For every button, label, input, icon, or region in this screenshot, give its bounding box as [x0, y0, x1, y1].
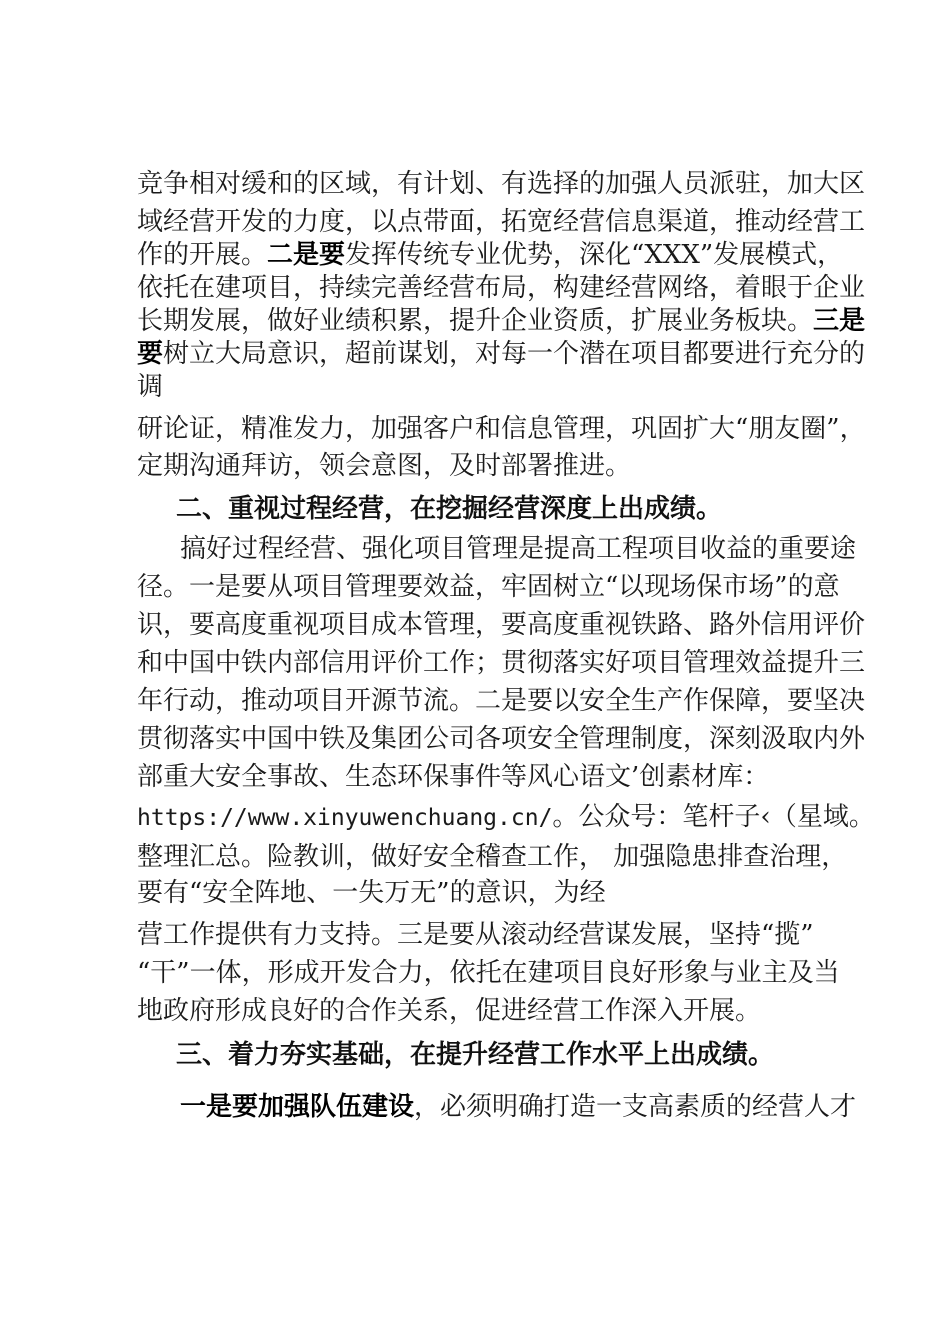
text-run: 作的开展。 — [137, 240, 268, 270]
text-line: 定期沟通拜访，领会意图，及时部署推进。 — [137, 451, 632, 481]
text-line: 研论证，精准发力，加强客户和信息管理，巩固扩大“朋友圈”， — [137, 414, 866, 444]
text-line: 识，要高度重视项目成本管理，要高度重视铁路、路外信用评价 — [137, 610, 866, 640]
bold-run: 二是要 — [267, 240, 346, 270]
text-line: 域经营开发的力度，以点带面，拓宽经营信息渠道，推动经营工 — [137, 207, 866, 237]
text-line — [137, 337, 865, 371]
text-run: ，必须明确打造一支高素质的经营人才 — [414, 1092, 857, 1122]
url-text: https://www.xinyuwenchuang.cn/ — [137, 805, 553, 831]
text-line: “干”一体，形成开发合力，依托在建项目良好形象与业主及当 — [137, 958, 840, 988]
text-line: 年行动，推动项目开源节流。二是要以安全生产作保障，要坚决 — [137, 686, 866, 716]
text-line: 要有“安全阵地、一失万无”的意识，为经 — [137, 878, 606, 908]
text-line: 搞好过程经营、强化项目管理是提高工程项目收益的重要途 — [180, 534, 857, 564]
text-run: 树立大局意识，超前谋划，对每一个潜在项目都要进行充分的 — [163, 339, 866, 369]
text-line: 整理汇总。险教训，做好安全稽查工作， 加强隐患排查治理， — [137, 842, 848, 872]
text-run: 。公众号：笔杆子‹（星域。 — [552, 802, 875, 832]
text-line — [137, 304, 865, 338]
bold-run: 要 — [137, 339, 164, 369]
section-heading: 三、着力夯实基础，在提升经营工作水平上出成绩。 — [176, 1040, 775, 1070]
text-line: 调 — [137, 372, 164, 402]
text-line — [180, 1090, 856, 1124]
text-line: 营工作提供有力支持。三是要从滚动经营谋发展，坚持“揽” — [137, 920, 814, 950]
bold-run: 三是 — [813, 306, 866, 336]
text-line: 地政府形成良好的合作关系，促进经营工作深入开展。 — [137, 996, 762, 1026]
text-line — [137, 800, 875, 835]
text-line: 贯彻落实中国中铁及集团公司各项安全管理制度，深刻汲取内外 — [137, 724, 866, 754]
text-line: 径。一是要从项目管理要效益，牢固树立“以现场保市场”的意 — [137, 572, 840, 602]
text-line — [137, 238, 843, 272]
text-run: 发挥传统专业优势，深化“XXX”发展模式， — [345, 240, 844, 270]
text-line: 依托在建项目，持续完善经营布局，构建经营网络，着眼于企业 — [137, 273, 866, 303]
text-line: 和中国中铁内部信用评价工作；贯彻落实好项目管理效益提升三 — [137, 648, 866, 678]
text-line: 竞争相对缓和的区域，有计划、有选择的加强人员派驻，加大区 — [137, 169, 866, 199]
text-run: 长期发展，做好业绩积累，提升企业资质，扩展业务板块。 — [137, 306, 814, 336]
bold-run: 一是要加强队伍建设 — [180, 1092, 415, 1122]
text-line: 部重大安全事故、生态环保事件等风心语文’创素材库： — [137, 762, 770, 792]
section-heading: 二、重视过程经营，在挖掘经营深度上出成绩。 — [176, 494, 723, 524]
